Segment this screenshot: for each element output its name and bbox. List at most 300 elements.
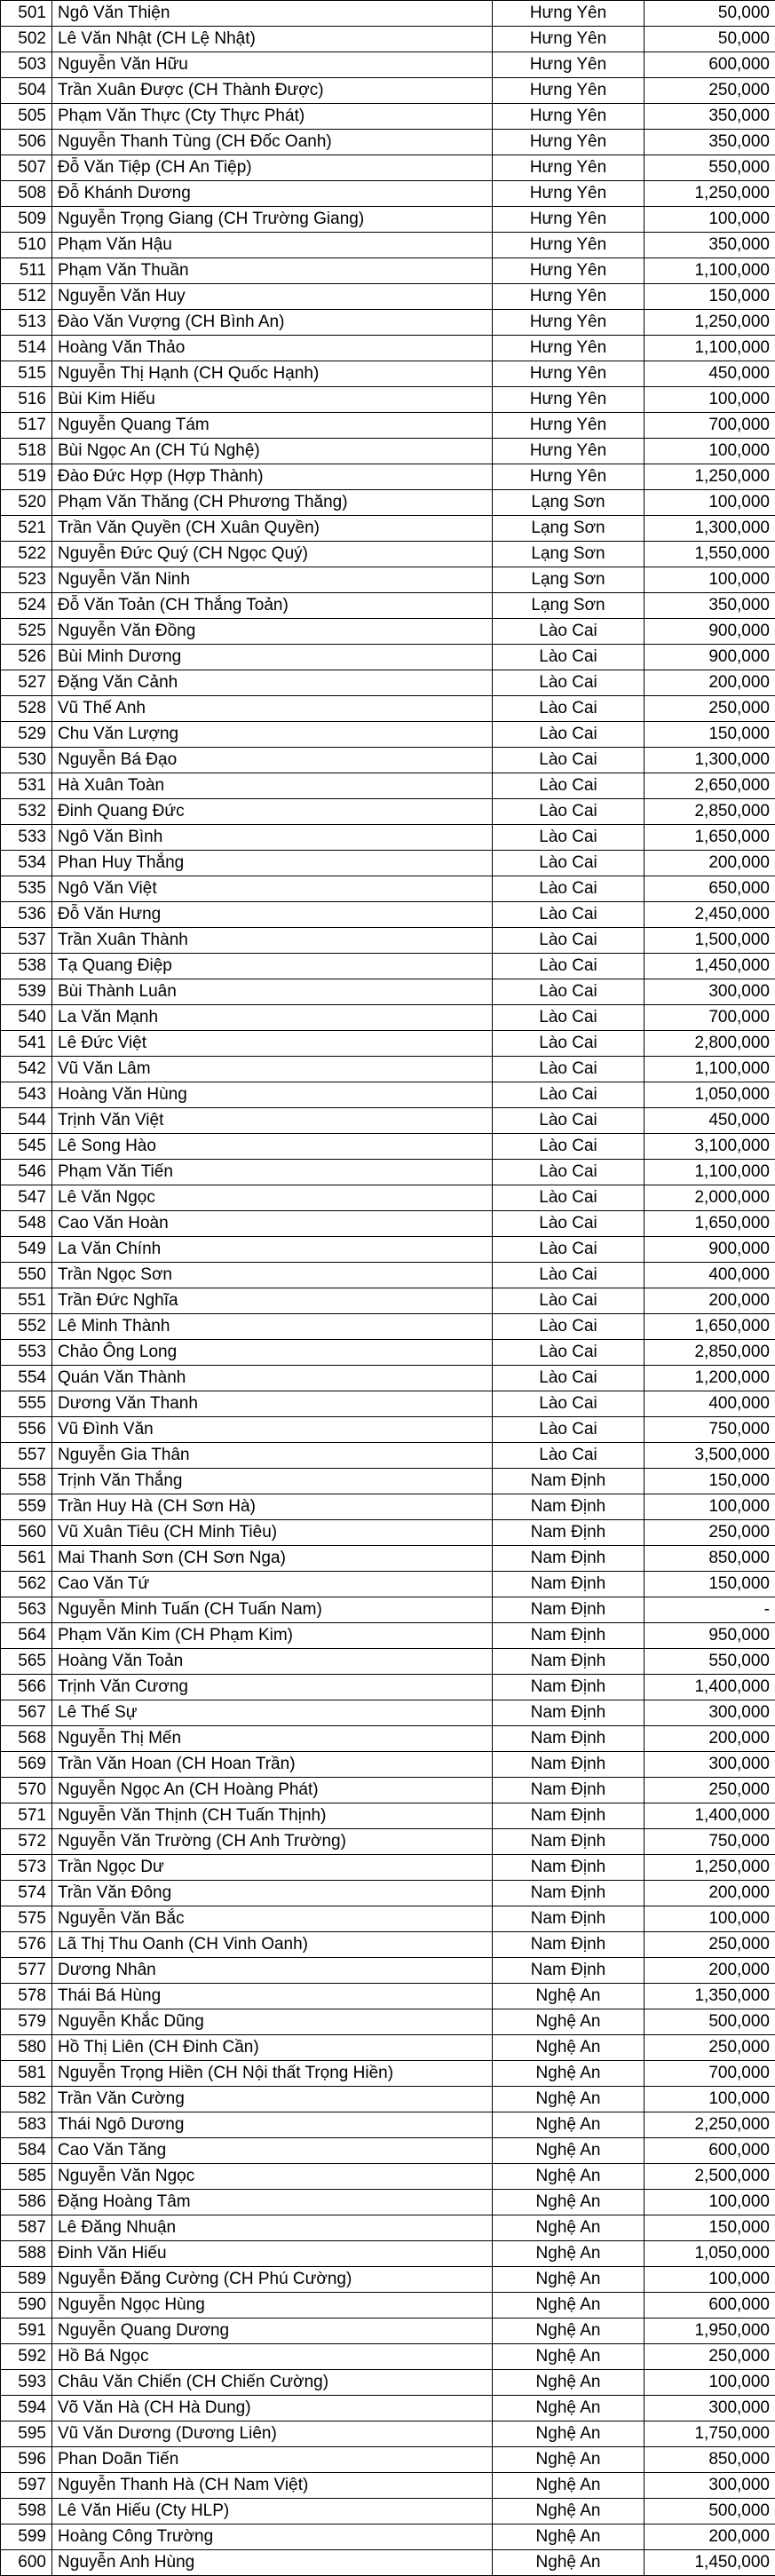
- table-row: [1, 27, 775, 52]
- name-cell: Đỗ Văn Hưng: [52, 902, 493, 928]
- row-number-cell: 564: [1, 1623, 52, 1649]
- amount-cell: 1,100,000: [645, 336, 775, 361]
- amount-cell: 900,000: [645, 1237, 775, 1263]
- amount-cell: 650,000: [645, 876, 775, 902]
- row-number-cell: 541: [1, 1031, 52, 1057]
- name-cell: Nguyễn Văn Trường (CH Anh Trường): [52, 1829, 493, 1855]
- row-number-cell: 586: [1, 2190, 52, 2215]
- name-cell: Đào Văn Vượng (CH Bình An): [52, 310, 493, 336]
- name-cell: Trần Văn Đông: [52, 1881, 493, 1906]
- table-row: [1, 1829, 775, 1855]
- province-cell: Nam Định: [493, 1829, 645, 1855]
- name-cell: Trần Ngọc Dư: [52, 1855, 493, 1881]
- table-row: [1, 542, 775, 567]
- amount-cell: 200,000: [645, 670, 775, 696]
- row-number-cell: 504: [1, 78, 52, 104]
- name-cell: Lê Văn Nhật (CH Lệ Nhật): [52, 27, 493, 52]
- row-number-cell: 555: [1, 1391, 52, 1417]
- row-number-cell: 525: [1, 619, 52, 645]
- province-cell: Nghệ An: [493, 2447, 645, 2473]
- table-row: [1, 1984, 775, 2009]
- province-cell: Hưng Yên: [493, 258, 645, 284]
- table-row: [1, 1443, 775, 1469]
- amount-cell: 2,850,000: [645, 799, 775, 825]
- province-cell: Hưng Yên: [493, 104, 645, 130]
- row-number-cell: 502: [1, 27, 52, 52]
- name-cell: Nguyễn Thị Hạnh (CH Quốc Hạnh): [52, 361, 493, 387]
- name-cell: Châu Văn Chiến (CH Chiến Cường): [52, 2370, 493, 2396]
- province-cell: Nghệ An: [493, 2267, 645, 2293]
- province-cell: Lào Cai: [493, 696, 645, 722]
- row-number-cell: 563: [1, 1597, 52, 1623]
- amount-cell: 350,000: [645, 233, 775, 258]
- amount-cell: 1,450,000: [645, 954, 775, 979]
- name-cell: Nguyễn Văn Bắc: [52, 1906, 493, 1932]
- amount-cell: 100,000: [645, 2190, 775, 2215]
- name-cell: Nguyễn Ngọc An (CH Hoàng Phát): [52, 1778, 493, 1803]
- row-number-cell: 566: [1, 1675, 52, 1700]
- row-number-cell: 598: [1, 2499, 52, 2524]
- province-cell: Lào Cai: [493, 645, 645, 670]
- row-number-cell: 565: [1, 1649, 52, 1675]
- table-row: [1, 2550, 775, 2576]
- amount-cell: 300,000: [645, 2396, 775, 2421]
- amount-cell: 350,000: [645, 593, 775, 619]
- province-cell: Nghệ An: [493, 2190, 645, 2215]
- amount-cell: 1,950,000: [645, 2318, 775, 2344]
- name-cell: Nguyễn Khắc Dũng: [52, 2009, 493, 2035]
- province-cell: Lào Cai: [493, 954, 645, 979]
- name-cell: Vũ Văn Dương (Dương Liên): [52, 2421, 493, 2447]
- province-cell: Lào Cai: [493, 1340, 645, 1366]
- amount-cell: 1,250,000: [645, 464, 775, 490]
- table-row: [1, 2164, 775, 2190]
- amount-cell: 300,000: [645, 1700, 775, 1726]
- amount-cell: 250,000: [645, 2344, 775, 2370]
- province-cell: Hưng Yên: [493, 207, 645, 233]
- name-cell: Phan Huy Thắng: [52, 851, 493, 876]
- name-cell: Nguyễn Thanh Tùng (CH Đốc Oanh): [52, 130, 493, 155]
- name-cell: Đỗ Văn Toản (CH Thắng Toản): [52, 593, 493, 619]
- row-number-cell: 592: [1, 2344, 52, 2370]
- name-cell: Ngô Văn Việt: [52, 876, 493, 902]
- table-row: [1, 1803, 775, 1829]
- amount-cell: 250,000: [645, 1520, 775, 1546]
- amount-cell: 1,250,000: [645, 310, 775, 336]
- province-cell: Lào Cai: [493, 1057, 645, 1082]
- row-number-cell: 567: [1, 1700, 52, 1726]
- table-row: [1, 464, 775, 490]
- row-number-cell: 511: [1, 258, 52, 284]
- table-row: [1, 1237, 775, 1263]
- name-cell: Vũ Đình Văn: [52, 1417, 493, 1443]
- row-number-cell: 512: [1, 284, 52, 310]
- province-cell: Hưng Yên: [493, 284, 645, 310]
- province-cell: Nam Định: [493, 1881, 645, 1906]
- row-number-cell: 543: [1, 1082, 52, 1108]
- table-row: [1, 825, 775, 851]
- table-row: [1, 1108, 775, 1134]
- table-row: [1, 1391, 775, 1417]
- amount-cell: 150,000: [645, 1572, 775, 1597]
- row-number-cell: 529: [1, 722, 52, 748]
- row-number-cell: 545: [1, 1134, 52, 1160]
- province-cell: Nghệ An: [493, 2499, 645, 2524]
- table-row: [1, 439, 775, 464]
- row-number-cell: 571: [1, 1803, 52, 1829]
- table-row: [1, 516, 775, 542]
- row-number-cell: 507: [1, 155, 52, 181]
- name-cell: Mai Thanh Sơn (CH Sơn Nga): [52, 1546, 493, 1572]
- province-cell: Lào Cai: [493, 1134, 645, 1160]
- amount-cell: 2,500,000: [645, 2164, 775, 2190]
- province-cell: Lạng Sơn: [493, 593, 645, 619]
- province-cell: Lào Cai: [493, 1263, 645, 1288]
- province-cell: Nam Định: [493, 1726, 645, 1752]
- amount-cell: 700,000: [645, 413, 775, 439]
- table-row: [1, 387, 775, 413]
- name-cell: Hồ Bá Ngọc: [52, 2344, 493, 2370]
- name-cell: Trần Ngọc Sơn: [52, 1263, 493, 1288]
- amount-cell: 100,000: [645, 207, 775, 233]
- province-cell: Lào Cai: [493, 799, 645, 825]
- row-number-cell: 524: [1, 593, 52, 619]
- province-cell: Lào Cai: [493, 1108, 645, 1134]
- name-cell: Nguyễn Đức Quý (CH Ngọc Quý): [52, 542, 493, 567]
- row-number-cell: 548: [1, 1211, 52, 1237]
- row-number-cell: 518: [1, 439, 52, 464]
- table-row: [1, 1263, 775, 1288]
- amount-cell: 100,000: [645, 2370, 775, 2396]
- table-row: [1, 1288, 775, 1314]
- amount-cell: 1,450,000: [645, 2550, 775, 2576]
- table-row: [1, 1, 775, 27]
- province-cell: Nam Định: [493, 1675, 645, 1700]
- name-cell: Hoàng Văn Thảo: [52, 336, 493, 361]
- row-number-cell: 532: [1, 799, 52, 825]
- row-number-cell: 560: [1, 1520, 52, 1546]
- amount-cell: 100,000: [645, 387, 775, 413]
- amount-cell: 900,000: [645, 619, 775, 645]
- name-cell: Bùi Ngọc An (CH Tú Nghệ): [52, 439, 493, 464]
- table-row: [1, 1211, 775, 1237]
- amount-cell: 50,000: [645, 1, 775, 27]
- row-number-cell: 550: [1, 1263, 52, 1288]
- table-row: [1, 1082, 775, 1108]
- name-cell: Lã Thị Thu Oanh (CH Vinh Oanh): [52, 1932, 493, 1958]
- name-cell: Thái Ngô Dương: [52, 2112, 493, 2138]
- amount-cell: 1,050,000: [645, 2241, 775, 2267]
- name-cell: Quán Văn Thành: [52, 1366, 493, 1391]
- province-cell: Nam Định: [493, 1649, 645, 1675]
- row-number-cell: 568: [1, 1726, 52, 1752]
- amount-cell: 1,300,000: [645, 748, 775, 773]
- amount-cell: 850,000: [645, 2447, 775, 2473]
- province-cell: Nam Định: [493, 1546, 645, 1572]
- province-cell: Nghệ An: [493, 2241, 645, 2267]
- amount-cell: 200,000: [645, 2524, 775, 2550]
- name-cell: Nguyễn Văn Ninh: [52, 567, 493, 593]
- name-cell: Nguyễn Bá Đạo: [52, 748, 493, 773]
- name-cell: Phạm Văn Thực (Cty Thực Phát): [52, 104, 493, 130]
- name-cell: Dương Nhân: [52, 1958, 493, 1984]
- row-number-cell: 546: [1, 1160, 52, 1185]
- province-cell: Lào Cai: [493, 1391, 645, 1417]
- table-row: [1, 748, 775, 773]
- row-number-cell: 599: [1, 2524, 52, 2550]
- province-cell: Lào Cai: [493, 1314, 645, 1340]
- row-number-cell: 551: [1, 1288, 52, 1314]
- province-cell: Lào Cai: [493, 1366, 645, 1391]
- table-row: [1, 1366, 775, 1391]
- row-number-cell: 501: [1, 1, 52, 27]
- row-number-cell: 559: [1, 1494, 52, 1520]
- row-number-cell: 600: [1, 2550, 52, 2576]
- amount-cell: 1,250,000: [645, 181, 775, 207]
- amount-cell: 1,250,000: [645, 1855, 775, 1881]
- province-cell: Lào Cai: [493, 1082, 645, 1108]
- table-row: [1, 1160, 775, 1185]
- province-cell: Nghệ An: [493, 2473, 645, 2499]
- province-cell: Lào Cai: [493, 1185, 645, 1211]
- row-number-cell: 530: [1, 748, 52, 773]
- province-cell: Hưng Yên: [493, 130, 645, 155]
- name-cell: Lê Đăng Nhuận: [52, 2215, 493, 2241]
- table-row: [1, 78, 775, 104]
- row-number-cell: 583: [1, 2112, 52, 2138]
- province-cell: Lào Cai: [493, 1005, 645, 1031]
- amount-cell: 300,000: [645, 979, 775, 1005]
- table-row: [1, 645, 775, 670]
- table-row: [1, 310, 775, 336]
- amount-cell: 1,500,000: [645, 928, 775, 954]
- row-number-cell: 593: [1, 2370, 52, 2396]
- row-number-cell: 570: [1, 1778, 52, 1803]
- amount-cell: 950,000: [645, 1623, 775, 1649]
- province-cell: Lào Cai: [493, 902, 645, 928]
- table-row: [1, 567, 775, 593]
- province-cell: Hưng Yên: [493, 78, 645, 104]
- name-cell: Phạm Văn Tiến: [52, 1160, 493, 1185]
- name-cell: Phạm Văn Thăng (CH Phương Thăng): [52, 490, 493, 516]
- row-number-cell: 558: [1, 1469, 52, 1494]
- amount-cell: 250,000: [645, 696, 775, 722]
- table-row: [1, 1494, 775, 1520]
- amount-cell: 1,100,000: [645, 1057, 775, 1082]
- row-number-cell: 536: [1, 902, 52, 928]
- table-row: [1, 1623, 775, 1649]
- province-cell: Nghệ An: [493, 2421, 645, 2447]
- amount-cell: 550,000: [645, 155, 775, 181]
- amount-cell: 250,000: [645, 1778, 775, 1803]
- table-row: [1, 2524, 775, 2550]
- table-row: [1, 2293, 775, 2318]
- province-cell: Nghệ An: [493, 2318, 645, 2344]
- table-row: [1, 155, 775, 181]
- table-row: [1, 2241, 775, 2267]
- row-number-cell: 574: [1, 1881, 52, 1906]
- province-cell: Lào Cai: [493, 1417, 645, 1443]
- province-cell: Lào Cai: [493, 1031, 645, 1057]
- province-cell: Nghệ An: [493, 2138, 645, 2164]
- row-number-cell: 569: [1, 1752, 52, 1778]
- table-row: [1, 851, 775, 876]
- province-cell: Nam Định: [493, 1855, 645, 1881]
- amount-cell: 250,000: [645, 2035, 775, 2061]
- table-row: [1, 1881, 775, 1906]
- table-row: [1, 1958, 775, 1984]
- name-cell: Đỗ Văn Tiệp (CH An Tiệp): [52, 155, 493, 181]
- row-number-cell: 584: [1, 2138, 52, 2164]
- amount-cell: 1,650,000: [645, 1211, 775, 1237]
- row-number-cell: 508: [1, 181, 52, 207]
- province-cell: Nghệ An: [493, 2215, 645, 2241]
- row-number-cell: 580: [1, 2035, 52, 2061]
- name-cell: Trịnh Văn Cương: [52, 1675, 493, 1700]
- row-number-cell: 595: [1, 2421, 52, 2447]
- province-cell: Nam Định: [493, 1958, 645, 1984]
- province-cell: Nghệ An: [493, 2524, 645, 2550]
- table-row: [1, 902, 775, 928]
- amount-cell: 150,000: [645, 722, 775, 748]
- row-number-cell: 589: [1, 2267, 52, 2293]
- amount-cell: 100,000: [645, 2267, 775, 2293]
- province-cell: Nam Định: [493, 1597, 645, 1623]
- province-cell: Lào Cai: [493, 876, 645, 902]
- name-cell: Bùi Thành Luân: [52, 979, 493, 1005]
- amount-cell: 1,400,000: [645, 1675, 775, 1700]
- row-number-cell: 538: [1, 954, 52, 979]
- name-cell: Lê Văn Ngọc: [52, 1185, 493, 1211]
- name-cell: Phạm Văn Thuần: [52, 258, 493, 284]
- row-number-cell: 521: [1, 516, 52, 542]
- table-row: [1, 1185, 775, 1211]
- table-row: [1, 2499, 775, 2524]
- amount-cell: 1,350,000: [645, 1984, 775, 2009]
- table-row: [1, 1649, 775, 1675]
- name-cell: Nguyễn Văn Ngọc: [52, 2164, 493, 2190]
- province-cell: Nghệ An: [493, 2112, 645, 2138]
- row-number-cell: 510: [1, 233, 52, 258]
- name-cell: Vũ Xuân Tiêu (CH Minh Tiêu): [52, 1520, 493, 1546]
- name-cell: Trịnh Văn Thắng: [52, 1469, 493, 1494]
- name-cell: Đặng Hoàng Tâm: [52, 2190, 493, 2215]
- province-cell: Lào Cai: [493, 851, 645, 876]
- amount-cell: 350,000: [645, 130, 775, 155]
- table-row: [1, 1005, 775, 1031]
- table-row: [1, 799, 775, 825]
- province-cell: Hưng Yên: [493, 439, 645, 464]
- table-row: [1, 670, 775, 696]
- row-number-cell: 578: [1, 1984, 52, 2009]
- row-number-cell: 522: [1, 542, 52, 567]
- amount-cell: 1,650,000: [645, 825, 775, 851]
- table-row: [1, 2396, 775, 2421]
- amount-cell: 2,450,000: [645, 902, 775, 928]
- province-cell: Nam Định: [493, 1469, 645, 1494]
- row-number-cell: 542: [1, 1057, 52, 1082]
- amount-cell: 1,200,000: [645, 1366, 775, 1391]
- name-cell: Nguyễn Đăng Cường (CH Phú Cường): [52, 2267, 493, 2293]
- table-row: [1, 207, 775, 233]
- province-cell: Lào Cai: [493, 979, 645, 1005]
- name-cell: Thái Bá Hùng: [52, 1984, 493, 2009]
- name-cell: La Văn Chính: [52, 1237, 493, 1263]
- amount-cell: 2,800,000: [645, 1031, 775, 1057]
- province-cell: Nam Định: [493, 1778, 645, 1803]
- row-number-cell: 581: [1, 2061, 52, 2087]
- name-cell: Ngô Văn Thiện: [52, 1, 493, 27]
- amount-cell: 750,000: [645, 1417, 775, 1443]
- row-number-cell: 514: [1, 336, 52, 361]
- table-row: [1, 52, 775, 78]
- row-number-cell: 576: [1, 1932, 52, 1958]
- amount-cell: 750,000: [645, 1829, 775, 1855]
- name-cell: Nguyễn Anh Hùng: [52, 2550, 493, 2576]
- name-cell: Lê Đức Việt: [52, 1031, 493, 1057]
- name-cell: Hà Xuân Toàn: [52, 773, 493, 799]
- row-number-cell: 549: [1, 1237, 52, 1263]
- row-number-cell: 596: [1, 2447, 52, 2473]
- amount-cell: 850,000: [645, 1546, 775, 1572]
- province-cell: Lạng Sơn: [493, 567, 645, 593]
- province-cell: Lào Cai: [493, 748, 645, 773]
- row-number-cell: 554: [1, 1366, 52, 1391]
- amount-cell: 1,100,000: [645, 258, 775, 284]
- province-cell: Lạng Sơn: [493, 490, 645, 516]
- amount-cell: 700,000: [645, 1005, 775, 1031]
- name-cell: Phạm Văn Hậu: [52, 233, 493, 258]
- row-number-cell: 526: [1, 645, 52, 670]
- amount-cell: 300,000: [645, 2473, 775, 2499]
- table-row: [1, 104, 775, 130]
- table-row: [1, 928, 775, 954]
- amount-cell: 200,000: [645, 1881, 775, 1906]
- row-number-cell: 527: [1, 670, 52, 696]
- province-cell: Hưng Yên: [493, 52, 645, 78]
- table-row: [1, 2061, 775, 2087]
- name-cell: Vũ Văn Lâm: [52, 1057, 493, 1082]
- table-row: [1, 1340, 775, 1366]
- amount-cell: 100,000: [645, 2087, 775, 2112]
- amount-cell: 500,000: [645, 2499, 775, 2524]
- name-cell: Võ Văn Hà (CH Hà Dung): [52, 2396, 493, 2421]
- name-cell: Nguyễn Gia Thân: [52, 1443, 493, 1469]
- province-cell: Hưng Yên: [493, 1, 645, 27]
- row-number-cell: 561: [1, 1546, 52, 1572]
- row-number-cell: 540: [1, 1005, 52, 1031]
- province-cell: Nam Định: [493, 1494, 645, 1520]
- name-cell: Nguyễn Văn Đồng: [52, 619, 493, 645]
- amount-cell: 600,000: [645, 2293, 775, 2318]
- province-cell: Lào Cai: [493, 928, 645, 954]
- table-row: [1, 1597, 775, 1623]
- province-cell: Lào Cai: [493, 1237, 645, 1263]
- province-cell: Lào Cai: [493, 722, 645, 748]
- row-number-cell: 557: [1, 1443, 52, 1469]
- amount-cell: 1,300,000: [645, 516, 775, 542]
- row-number-cell: 506: [1, 130, 52, 155]
- name-cell: Đỗ Khánh Dương: [52, 181, 493, 207]
- row-number-cell: 577: [1, 1958, 52, 1984]
- table-row: [1, 2009, 775, 2035]
- province-cell: Nghệ An: [493, 1984, 645, 2009]
- name-cell: Cao Văn Tăng: [52, 2138, 493, 2164]
- name-cell: Nguyễn Minh Tuấn (CH Tuấn Nam): [52, 1597, 493, 1623]
- amount-cell: 700,000: [645, 2061, 775, 2087]
- row-number-cell: 562: [1, 1572, 52, 1597]
- province-cell: Hưng Yên: [493, 27, 645, 52]
